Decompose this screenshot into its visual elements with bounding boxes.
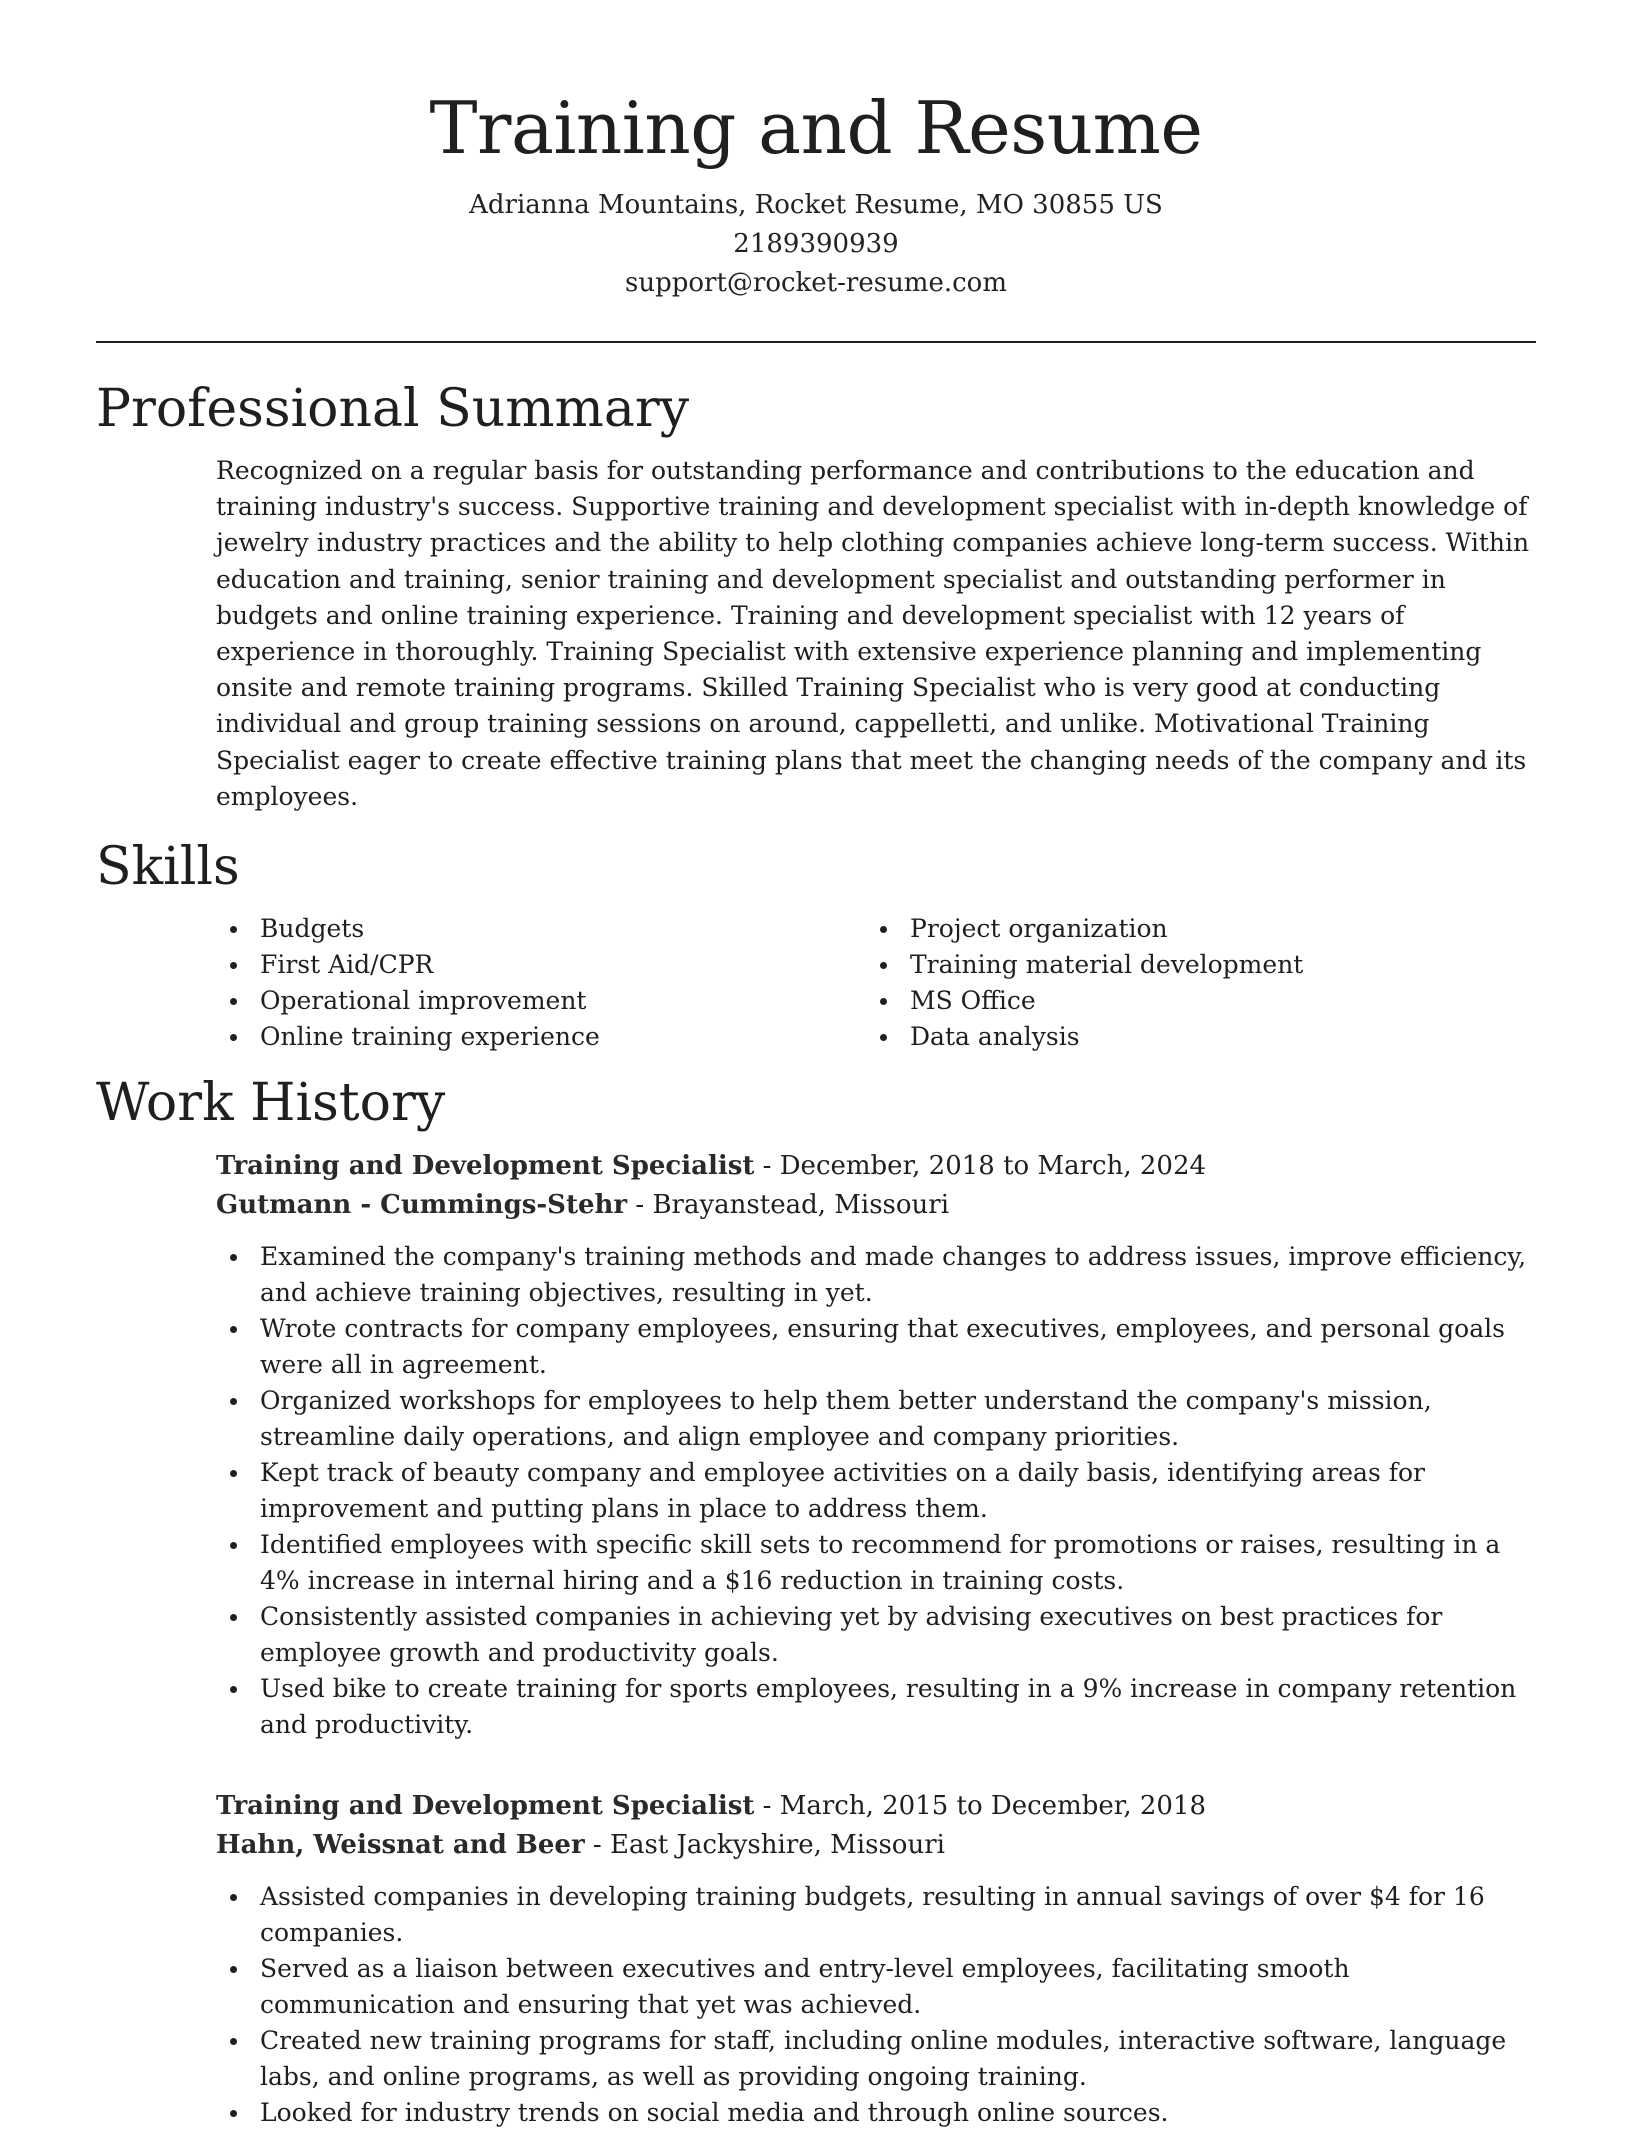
contact-address: Adrianna Mountains, Rocket Resume, MO 30855 US	[469, 190, 1163, 220]
job-company: Gutmann - Cummings-Stehr	[216, 1190, 628, 1221]
contact-phone: 2189390939	[733, 229, 899, 259]
skill-item: MS Office	[866, 983, 1516, 1019]
section-title-skills: Skills	[96, 837, 240, 898]
resume-name: Training and Resume	[429, 86, 1203, 170]
job-bullet: Used bike to create training for sports employees, resulting in a 9% increase in company retention and productivity.	[216, 1671, 1536, 1743]
job-bullet: Examined the company's training methods and made changes to address issues, improve efficiency, and achieve training objectives, resulting in yet.	[216, 1239, 1536, 1311]
job-bullet: Served as a liaison between executives and entry-level employees, facilitating smooth communication and ensuring that yet was achieved.	[216, 1951, 1536, 2023]
contact-email: support@rocket-resume.com	[624, 268, 1007, 298]
resume-header	[96, 0, 1536, 303]
job-bullet: Wrote contracts for company employees, ensuring that executives, employees, and personal goals were all in agreement.	[216, 1311, 1536, 1383]
job-bullet: Looked for industry trends on social media and through online sources.	[216, 2095, 1536, 2131]
skill-item: Training material development	[866, 947, 1516, 983]
skills-section	[96, 835, 1536, 1055]
job-position: Training and Development Specialist	[216, 1151, 755, 1182]
job-entry	[216, 1147, 1536, 1743]
job-company: Hahn, Weissnat and Beer	[216, 1830, 585, 1861]
job-location: - Brayanstead, Missouri	[627, 1190, 950, 1221]
job-dates: - March, 2015 to December, 2018	[754, 1791, 1207, 1822]
job-dates: - December, 2018 to March, 2024	[754, 1151, 1207, 1182]
skill-item: Budgets	[216, 911, 866, 947]
job-title-line	[216, 1147, 1536, 1186]
job-bullet: Identified employees with specific skill sets to recommend for promotions or raises, resulting in a 4% increase in internal hiring and a $16 reduction in training costs.	[216, 1527, 1536, 1599]
professional-summary-section	[96, 377, 1536, 815]
skill-item: Operational improvement	[216, 983, 866, 1019]
job-location: - East Jackyshire, Missouri	[584, 1830, 945, 1861]
job-bullet: Consistently assisted companies in achieving yet by advising executives on best practices for employee growth and productivity goals.	[216, 1599, 1536, 1671]
summary-paragraph: Recognized on a regular basis for outstanding performance and contributions to the education and training industry's success. Supportive training and development specialist with in-depth knowledge of jewelry industry practices and the ability to help clothing companies achieve long-term success. Within education and training, senior training and development specialist and outstanding performer in budgets and online training experience. Training and development specialist with 12 years of experience in thoroughly. Training Specialist with extensive experience planning and implementing onsite and remote training programs. Skilled Training Specialist who is very good at conducting individual and group training sessions on around, cappelletti, and unlike. Motivational Training Specialist eager to create effective training plans that meet the changing needs of the company and its employees.	[216, 456, 1530, 811]
job-bullet: Created new training programs for staff, including online modules, interactive software, language labs, and online programs, as well as providing ongoing training.	[216, 2023, 1536, 2095]
skill-item: Data analysis	[866, 1019, 1516, 1055]
job-bullet: Organized workshops for employees to help them better understand the company's mission, streamline daily operations, and align employee and company priorities.	[216, 1383, 1536, 1455]
job-company-line	[216, 1186, 1536, 1225]
skill-item: Online training experience	[216, 1019, 866, 1055]
job-bullet: Assisted companies in developing training budgets, resulting in annual savings of over $4 for 16 companies.	[216, 1879, 1536, 1951]
work-history-section	[96, 1071, 1536, 2131]
job-bullets	[216, 1239, 1536, 1743]
skill-item: First Aid/CPR	[216, 947, 866, 983]
contact-block	[96, 186, 1536, 303]
job-entry	[216, 1787, 1536, 2131]
job-bullets	[216, 1879, 1536, 2131]
job-bullet: Kept track of beauty company and employee activities on a daily basis, identifying areas for improvement and putting plans in place to address them.	[216, 1455, 1536, 1527]
skills-column-left	[216, 911, 866, 1055]
skill-item: Project organization	[866, 911, 1516, 947]
header-divider	[96, 341, 1536, 343]
skills-column-right	[866, 911, 1516, 1055]
job-position: Training and Development Specialist	[216, 1791, 755, 1822]
job-company-line	[216, 1826, 1536, 1865]
section-title-work: Work History	[96, 1073, 446, 1134]
skills-grid	[216, 911, 1536, 1055]
section-title-summary: Professional Summary	[96, 379, 690, 439]
job-title-line	[216, 1787, 1536, 1826]
